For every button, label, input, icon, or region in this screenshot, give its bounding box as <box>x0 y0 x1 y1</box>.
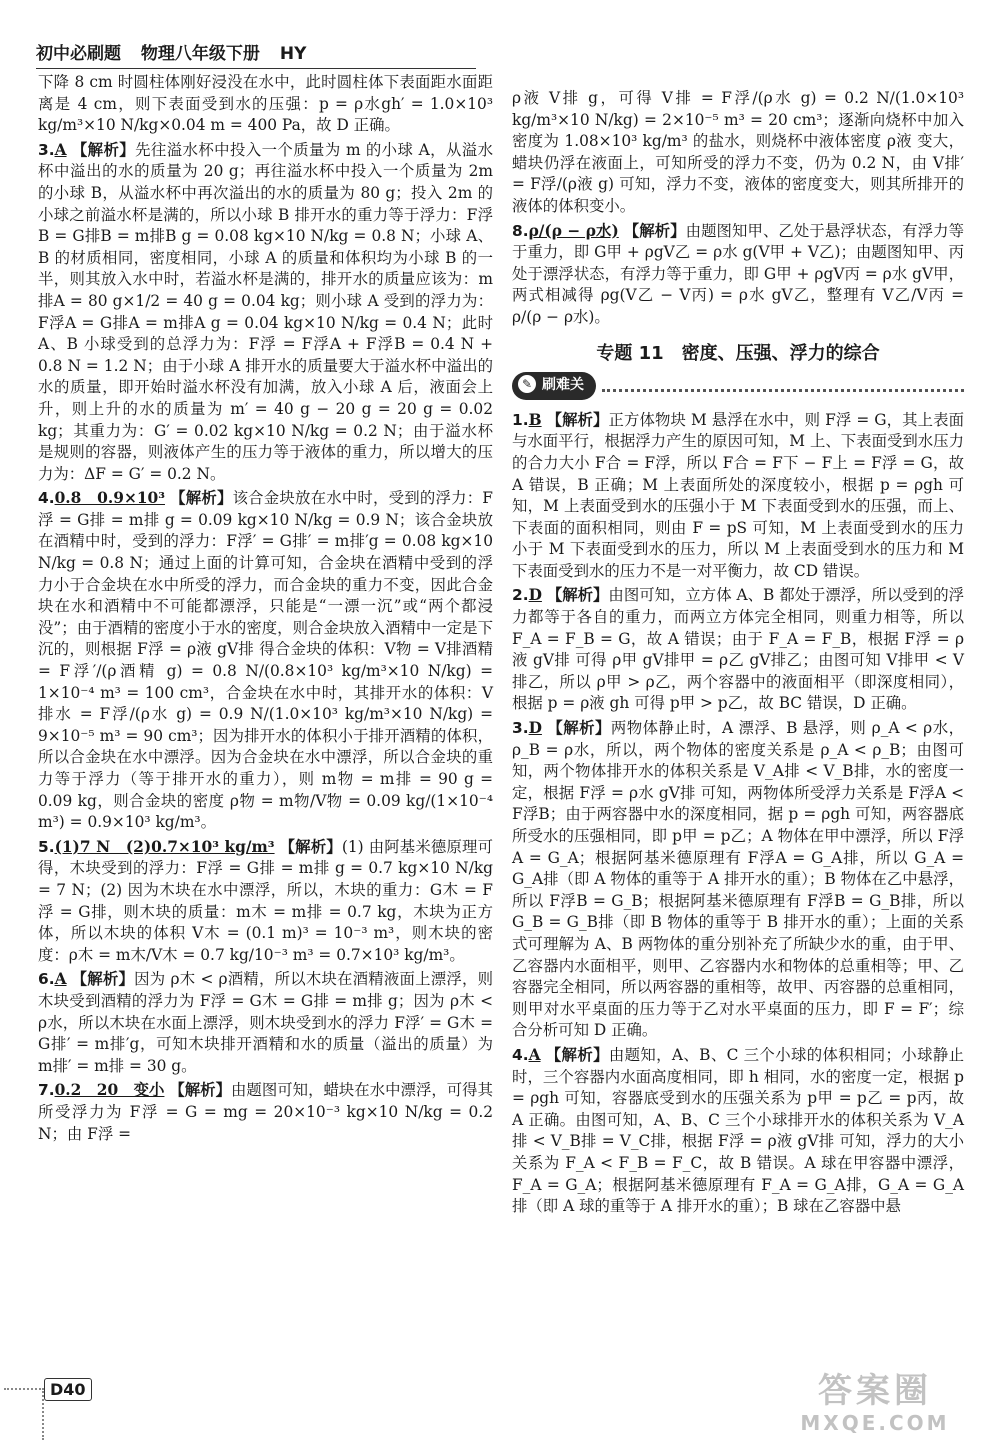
left-column <box>38 72 493 1148</box>
analysis-text: 由题图可知，蜡块在水中漂浮，可得其所受浮力为 F浮 = G = mg = 20×10⁻³ kg×10 N/kg = 0.2 N；由 F浮 = <box>38 1081 493 1143</box>
topic-title: 专题 11 密度、压强、浮力的综合 <box>596 342 880 364</box>
analysis-text: 由题图知甲、乙处于悬浮状态，有浮力等于重力，即 G甲 + ρgV乙 = ρ水 g(V甲 + V乙)；由题图知甲、丙处于漂浮状态，有浮力等于重力，即 G甲 + ρgV丙 = ρ水 gV甲，两式相减得 ρg(V乙 − V丙) = ρ水 gV乙，整理有 V乙/V丙 = ρ/(ρ − ρ水)。 <box>512 221 964 326</box>
right-column <box>512 88 964 1221</box>
analysis-text: 该合金块放在水中时，受到的浮力：F浮 = G排 = m排 g = 0.09 kg×10 N/kg = 0.9 N；该合金块放在酒精中时，受到的浮力：F浮′ = G排′ = m排′g = 0.08 kg×10 N/kg = 0.8 N；通过上面的计算可知，合金块在酒精中受到的浮力小于合金块在水中所受的浮力，而合金块的重力不变，因此合金块在水和酒精中不可能都漂浮，只能是“一漂一沉”或“两个都浸没”；由于酒精的密度小于水的密度，则合金块放入酒精中一定是下沉的，则根据 F浮 = ρ液 gV排 得合金块的体积：V物 = V排酒精 = F浮′/(ρ酒精 g) = 0.8 N/(0.8×10³ kg/m³×10 N/kg) = 1×10⁻⁴ m³ = 100 cm³，合金块在水中时，其排开水的体积：V排水 = F浮/(ρ水 g) = 0.9 N/(1.0×10³ kg/m³×10 N/kg) = 9×10⁻⁵ m³ = 90 cm³；因为排开水的体积小于排开酒精的体积，所以合金块在水中漂浮。因为合金块在水中漂浮，所以合金块的重力等于浮力（等于排开水的重力），则 m物 = m排 = 90 g = 0.09 kg，则合金块的密度 ρ物 = m物/V物 = 0.09 kg/(1×10⁻⁴ m³) = 0.9×10³ kg/m³。 <box>38 489 493 832</box>
answer-item <box>512 585 964 715</box>
question-number: 4. <box>38 489 55 508</box>
analysis-tag: 【解析】 <box>170 489 233 508</box>
answer-value: A <box>54 970 67 989</box>
question-number: 3. <box>38 140 55 159</box>
answer-value: 0.2 20 变小 <box>54 1081 165 1100</box>
edition-label: HY <box>279 44 307 64</box>
answer-item <box>512 1045 964 1218</box>
answer-item <box>38 837 493 967</box>
answer-value: (1)7 N (2)0.7×10³ kg/m³ <box>54 837 275 856</box>
analysis-tag: 【解析】 <box>546 586 609 605</box>
answer-item <box>38 969 493 1077</box>
analysis-tag: 【解析】 <box>169 1081 232 1100</box>
badge-label: 刷难关 <box>542 377 584 394</box>
dotted-divider <box>602 379 964 392</box>
analysis-tag: 【解析】 <box>71 970 135 989</box>
difficulty-banner <box>512 372 964 400</box>
answer-value: D <box>528 586 542 605</box>
answer-item <box>512 88 964 218</box>
answer-value: ρ/(ρ − ρ水) <box>528 221 619 240</box>
watermark-logo-text: 答案圈 <box>818 1371 932 1411</box>
question-number: 4. <box>512 1045 529 1064</box>
analysis-text: 下降 8 cm 时圆柱体刚好浸没在水中，此时圆柱体下表面距水面距离是 4 cm，则下表面受到水的压强：p = ρ水gh′ = 1.0×10³ kg/m³×10 N/kg×0.04 m = 400 Pa，故 D 正确。 <box>38 73 493 135</box>
pen-icon: ✎ <box>518 375 536 393</box>
corner-decoration <box>4 1388 44 1440</box>
answer-item <box>512 410 964 583</box>
subject-title: 物理八年级下册 <box>140 44 260 64</box>
answer-value: 0.8 0.9×10³ <box>54 489 165 508</box>
analysis-tag: 【解析】 <box>623 221 686 240</box>
analysis-tag: 【解析】 <box>71 140 136 159</box>
watermark <box>770 1370 980 1440</box>
topic-answers <box>512 410 964 1218</box>
watermark-url: MXQE.COM <box>800 1411 950 1435</box>
answer-item <box>512 718 964 1042</box>
answer-value: D <box>528 719 542 738</box>
analysis-text: ρ液 V排 g，可得 V排 = F浮/(ρ水 g) = 0.2 N/(1.0×10³ kg/m³×10 N/kg) = 2×10⁻⁵ m³ = 20 cm³；逐渐向烧杯中加入密度为 1.08×10³ kg/m³ 的盐水，则烧杯中液体密度 ρ液 变大，蜡块仍浮在液面上，可知所受的浮力不变，仍为 0.2 N，由 V排′ = F浮/(ρ液 g) 可知，浮力不变，液体的密度变大，则其所排开的液体的体积变小。 <box>512 89 964 215</box>
analysis-tag: 【解析】 <box>279 837 342 856</box>
question-number: 5. <box>38 837 55 856</box>
question-number: 1. <box>512 410 529 429</box>
answer-value: A <box>528 1045 541 1064</box>
question-number: 7. <box>38 1081 55 1100</box>
analysis-text: 由图可知，立方体 A、B 都处于漂浮，所以受到的浮力都等于各自的重力，而两立方体完全相同，则重力相等，所以 F_A = F_B = G，故 A 错误；由于 F_A = F_B，根据 F浮 = ρ液 gV排 可得 ρ甲 gV排甲 = ρ乙 gV排乙；由图可知 V排甲 < V排乙，所以 ρ甲 > ρ乙，两个容器中的液面相平（即深度相同），根据 p = ρ液 gh 可得 p甲 > p乙，故 BC 错误，D 正确。 <box>512 586 964 713</box>
question-number: 2. <box>512 586 529 605</box>
answer-item <box>38 72 493 137</box>
page-header <box>36 40 476 69</box>
analysis-text: 因为 ρ木 < ρ酒精，所以木块在酒精液面上漂浮，则木块受到酒精的浮力为 F浮 = G木 = G排 = m排 g；因为 ρ木 < ρ水，所以木块在水面上漂浮，则木块受到水的浮力 F浮′ = G木 = G排′ = m排′g，可知木块排开酒精和水的质量（溢出的质量）为 m排′ = m排 = 30 g。 <box>38 970 493 1075</box>
analysis-text: 先往溢水杯中投入一个质量为 m 的小球 A，从溢水杯中溢出的水的质量为 20 g；再往溢水杯中投入一个质量为 2m 的小球 B，从溢水杯中再次溢出的水的质量为 80 g；投入 2m 的小球之前溢水杯是满的，所以小球 B 排开水的重力等于浮力：F浮B = G排B = m排B g = 0.08 kg×10 N/kg = 0.8 N；小球 A、B 的材质相同，密度相同，小球 A 的质量和体积均为小球 B 的一半，则其放入水中时，若溢水杯是满的，排开水的质量应该为：m排A = 80 g×1/2 = 40 g = 0.04 kg；则小球 A 受到的浮力为：F浮A = G排A = m排A g = 0.04 kg×10 N/kg = 0.4 N；此时 A、B 小球受到的总浮力为：F浮 = F浮A + F浮B = 0.4 N + 0.8 N = 1.2 N；由于小球 A 排开水的质量要大于溢水杯中溢出的水的质量，即开始时溢水杯没有加满，放入小球 A 后，液面会上升，则上升的水的质量为 m′ = 40 g − 20 g = 20 g = 0.02 kg；其重力为：G′ = 0.02 kg×10 N/kg = 0.2 N；由于溢水杯是规则的容器，则液体产生的压力等于液体的重力，所以增大的压力为：ΔF = G′ = 0.2 N。 <box>38 140 493 483</box>
answer-item <box>38 1080 493 1145</box>
question-number: 3. <box>512 719 529 738</box>
analysis-tag: 【解析】 <box>545 1045 609 1064</box>
difficulty-badge <box>512 372 596 400</box>
question-number: 6. <box>38 970 55 989</box>
answer-item <box>38 140 493 486</box>
page-number: D40 <box>44 1378 92 1401</box>
analysis-text: (1) 由阿基米德原理可得，木块受到的浮力：F浮 = G排 = m排 g = 0.7 kg×10 N/kg = 7 N；(2) 因为木块在水中漂浮，所以，木块的重力：G木 = F浮 = G排，则木块的质量：m木 = m排 = 0.7 kg，木块为正方体，所以木块的体积 V木 = (0.1 m)³ = 10⁻³ m³，则木块的密度：ρ木 = m木/V木 = 0.7 kg/10⁻³ m³ = 0.7×10³ kg/m³。 <box>38 837 493 964</box>
right-column-answers <box>512 88 964 329</box>
question-number: 8. <box>512 221 529 240</box>
analysis-text: 正方体物块 M 悬浮在水中，则 F浮 = G，其上表面与水面平行，根据浮力产生的原因可知，M 上、下表面受到水压力的合力大小 F合 = F浮，所以 F合 = F下 − F上 = F浮 = G，故 A 错误，B 正确；M 上表面所处的深度较小，根据 p = ρgh 可知，M 上表面受到水的压强小于 M 下表面受到水的压强，而上、下表面的面积相同，则由 F = pS 可知，M 上表面受到水的压力小于 M 下表面受到水的压力，所以 M 上表面受到水的压力和 M 下表面受到水的压力不是一对平衡力，故 CD 错误。 <box>512 410 964 580</box>
answer-item <box>512 221 964 329</box>
answer-value: A <box>54 140 67 159</box>
analysis-tag: 【解析】 <box>546 410 609 429</box>
analysis-text: 由题知，A、B、C 三个小球的体积相同；小球静止时，三个容器内水面高度相同，即 h 相同，水的密度一定，根据 p = ρgh 可知，容器底受到水的压强关系为 p甲 = p乙 = p丙，故 A 正确。由图可知，A、B、C 三个小球排开水的体积关系为 V_A排 < V_B排 = V_C排，根据 F浮 = ρ液 gV排 可知，浮力的大小关系为 F_A < F_B = F_C，故 B 错误。A 球在甲容器中漂浮，F_A = G_A；根据阿基米德原理有 F_A = G_A排，G_A = G_A排（即 A 球的重等于 A 排开水的重）；B 球在乙容器中悬 <box>512 1045 964 1216</box>
analysis-text: 两物体静止时，A 漂浮、B 悬浮，则 ρ_A < ρ水，ρ_B = ρ水，所以，两个物体的密度关系是 ρ_A < ρ_B；由图可知，两个物体排开水的体积关系是 V_A排 < V_B排，水的密度一定，根据 F浮 = ρ水 gV排 可知，两物体所受浮力关系是 F浮A < F浮B；由于两容器中水的深度相同，据 p = ρgh 可知，两容器底所受水的压强相同，即 p甲 = p乙；A 物体在甲中漂浮，所以 F浮A = G_A；根据阿基米德原理有 F浮A = G_A排，所以 G_A = G_A排（即 A 物体的重等于 A 排开水的重）；B 物体在乙中悬浮，所以 F浮B = G_B；根据阿基米德原理有 F浮B = G_B排，所以 G_B = G_B排（即 B 物体的重等于 B 排开水的重）；上面的关系式可理解为 A、B 两物体的重分别补充了所缺少水的重，由于甲、乙容器内水面相平，则甲、乙容器内水和物体的总重相等；甲、乙容器完全相同，所以两容器的重相等，故甲、丙容器的总重相同，则甲对水平桌面的压力等于乙对水平桌面的压力，即 F = F′；综合分析可知 D 正确。 <box>512 719 964 1040</box>
answer-value: B <box>528 410 542 429</box>
analysis-tag: 【解析】 <box>547 719 611 738</box>
book-title: 初中必刷题 <box>36 44 121 64</box>
answer-item <box>38 488 493 834</box>
